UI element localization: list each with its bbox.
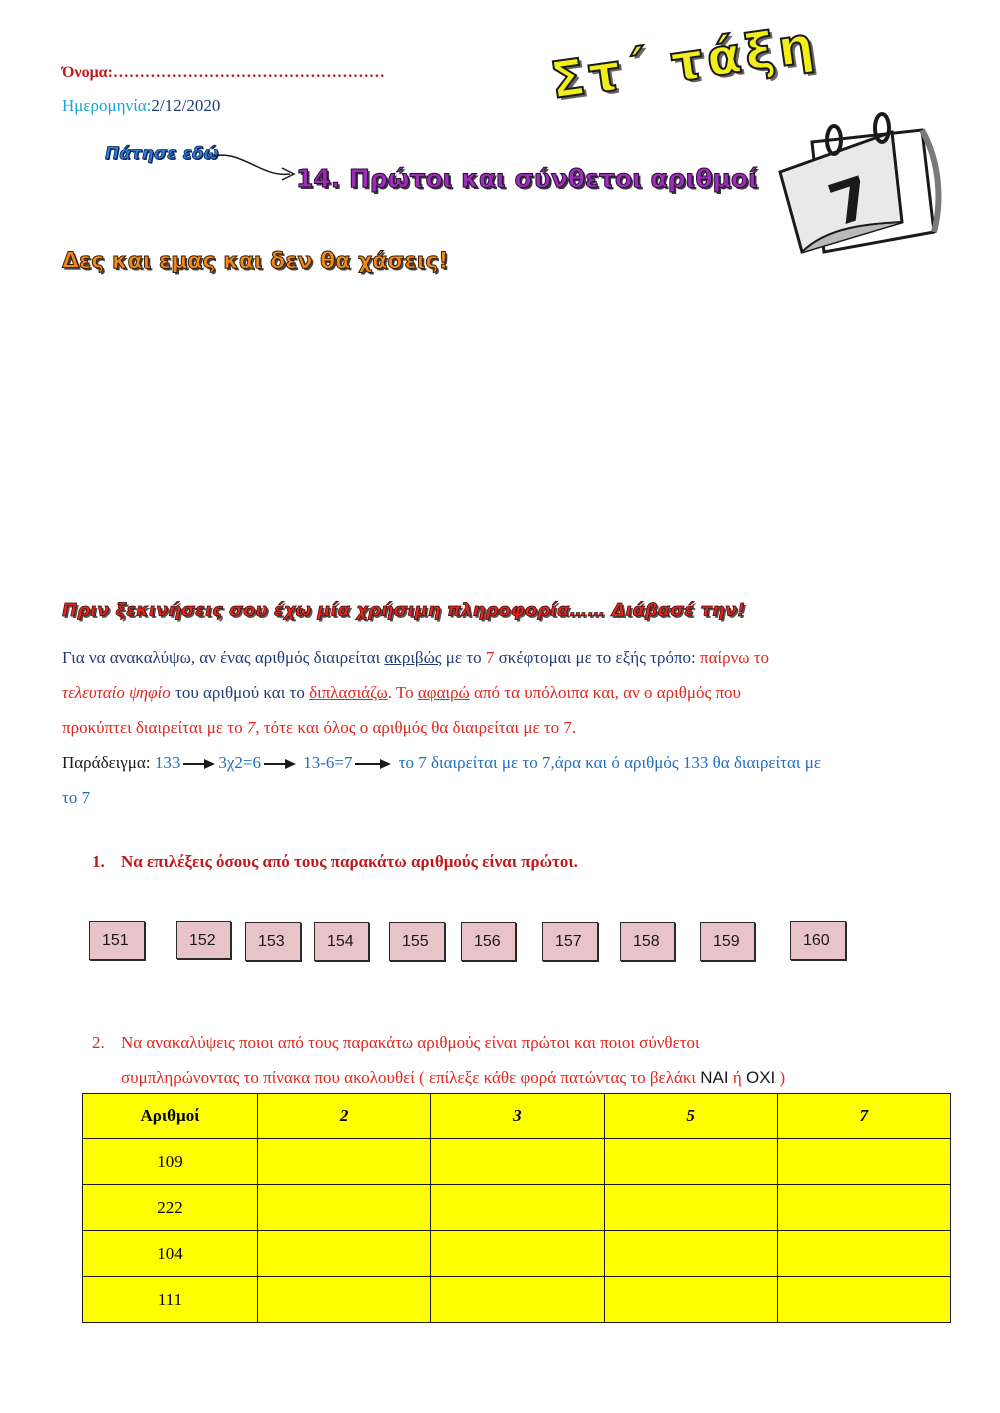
prime-option-152[interactable]: 152 [176, 921, 231, 959]
table-row [83, 1277, 951, 1323]
answer-dropdown-cell[interactable] [431, 1277, 604, 1323]
table-row-number: 222 [83, 1185, 258, 1231]
rule-line-3: προκύπτει διαιρείται με το 7, τότε και όλος ο αριθμός θα διαιρείται με το 7. [62, 718, 577, 737]
table-header-divisor-7: 7 [777, 1094, 950, 1139]
answer-dropdown-cell[interactable] [604, 1185, 777, 1231]
calendar-page-7-icon [772, 112, 942, 262]
date-line [62, 96, 220, 116]
answer-dropdown-cell[interactable] [777, 1139, 950, 1185]
divisibility-rule-paragraph [62, 640, 942, 815]
calendar-number: 7 [820, 162, 881, 240]
lesson-title-link[interactable]: 14. Πρώτοι και σύνθετοι αριθμοί [296, 164, 758, 193]
table-header-numbers: Αριθμοί [83, 1094, 258, 1139]
class-wordart: Στ΄ τάξη [546, 15, 822, 111]
example-line-cont: το 7 [62, 788, 91, 807]
question-1-number: 1. [92, 852, 105, 871]
see-us-heading: Δες και εμας και δεν θα χάσεις! [62, 249, 449, 274]
press-here-link[interactable]: Πάτησε εδώ [105, 144, 219, 164]
right-arrow-icon [182, 758, 216, 770]
prime-option-160[interactable]: 160 [790, 921, 846, 960]
answer-dropdown-cell[interactable] [258, 1139, 431, 1185]
answer-dropdown-cell[interactable] [604, 1139, 777, 1185]
answer-dropdown-cell[interactable] [258, 1185, 431, 1231]
right-arrow-icon [263, 758, 297, 770]
date-label: Ημερομηνία: [62, 96, 152, 115]
question-2-line-2: συμπληρώνοντας το πίνακα που ακολουθεί ( επίλεξε κάθε φορά πατώντας το βελάκι ΝΑΙ ή ΟΧΙ ) [121, 1068, 786, 1087]
answer-dropdown-cell[interactable] [431, 1185, 604, 1231]
answer-dropdown-cell[interactable] [258, 1231, 431, 1277]
table-header-divisor-5: 5 [604, 1094, 777, 1139]
answer-dropdown-cell[interactable] [258, 1277, 431, 1323]
question-2 [92, 1025, 952, 1095]
info-heading: Πριν ξεκινήσεις σου έχω μία χρήσιμη πληροφορία…… Διάβασέ την! [62, 600, 746, 621]
arrow-icon [212, 150, 298, 184]
right-arrow-icon [354, 758, 392, 770]
table-header-divisor-3: 3 [431, 1094, 604, 1139]
table-row [83, 1185, 951, 1231]
table-header-divisor-2: 2 [258, 1094, 431, 1139]
answer-dropdown-cell[interactable] [777, 1231, 950, 1277]
prime-option-156[interactable]: 156 [461, 922, 516, 961]
answer-dropdown-cell[interactable] [777, 1277, 950, 1323]
table-row-number: 104 [83, 1231, 258, 1277]
rule-line-1: Για να ανακαλύψω, αν ένας αριθμός διαιρείται ακριβώς με το 7 σκέφτομαι με το εξής τρόπο: παίρνω το [62, 648, 770, 667]
divisibility-table [82, 1093, 951, 1323]
example-line: Παράδειγμα: 133 3χ2=6 13-6=7 το 7 διαιρείται με το 7,άρα και ό αριθμός 133 θα διαιρείται με [62, 753, 821, 772]
question-1-text: Να επιλέξεις όσους από τους παρακάτω αριθμούς είναι πρώτοι. [121, 852, 578, 871]
rule-line-2: τελευταίο ψηφίο του αριθμού και το διπλασιάζω. Το αφαιρώ από τα υπόλοιπα και, αν ο αριθμός που [62, 683, 741, 702]
prime-option-155[interactable]: 155 [389, 922, 445, 961]
table-row-number: 111 [83, 1277, 258, 1323]
answer-dropdown-cell[interactable] [604, 1231, 777, 1277]
question-2-line-1: 2. Να ανακαλύψεις ποιοι από τους παρακάτω αριθμούς είναι πρώτοι και ποιοι σύνθετοι [92, 1033, 700, 1052]
table-row-number: 109 [83, 1139, 258, 1185]
prime-option-151[interactable]: 151 [89, 921, 145, 960]
prime-option-158[interactable]: 158 [620, 922, 675, 961]
prime-option-154[interactable]: 154 [314, 922, 369, 961]
answer-dropdown-cell[interactable] [777, 1185, 950, 1231]
table-header-row [83, 1094, 951, 1139]
prime-option-157[interactable]: 157 [542, 922, 598, 961]
answer-dropdown-cell[interactable] [604, 1277, 777, 1323]
answer-dropdown-cell[interactable] [431, 1231, 604, 1277]
prime-option-153[interactable]: 153 [245, 922, 301, 961]
date-value: 2/12/2020 [151, 96, 221, 115]
table-row [83, 1139, 951, 1185]
question-1 [92, 852, 578, 872]
table-row [83, 1231, 951, 1277]
prime-option-159[interactable]: 159 [700, 922, 755, 961]
name-field-label: Όνομα:…………………………………………… [62, 64, 385, 81]
answer-dropdown-cell[interactable] [431, 1139, 604, 1185]
